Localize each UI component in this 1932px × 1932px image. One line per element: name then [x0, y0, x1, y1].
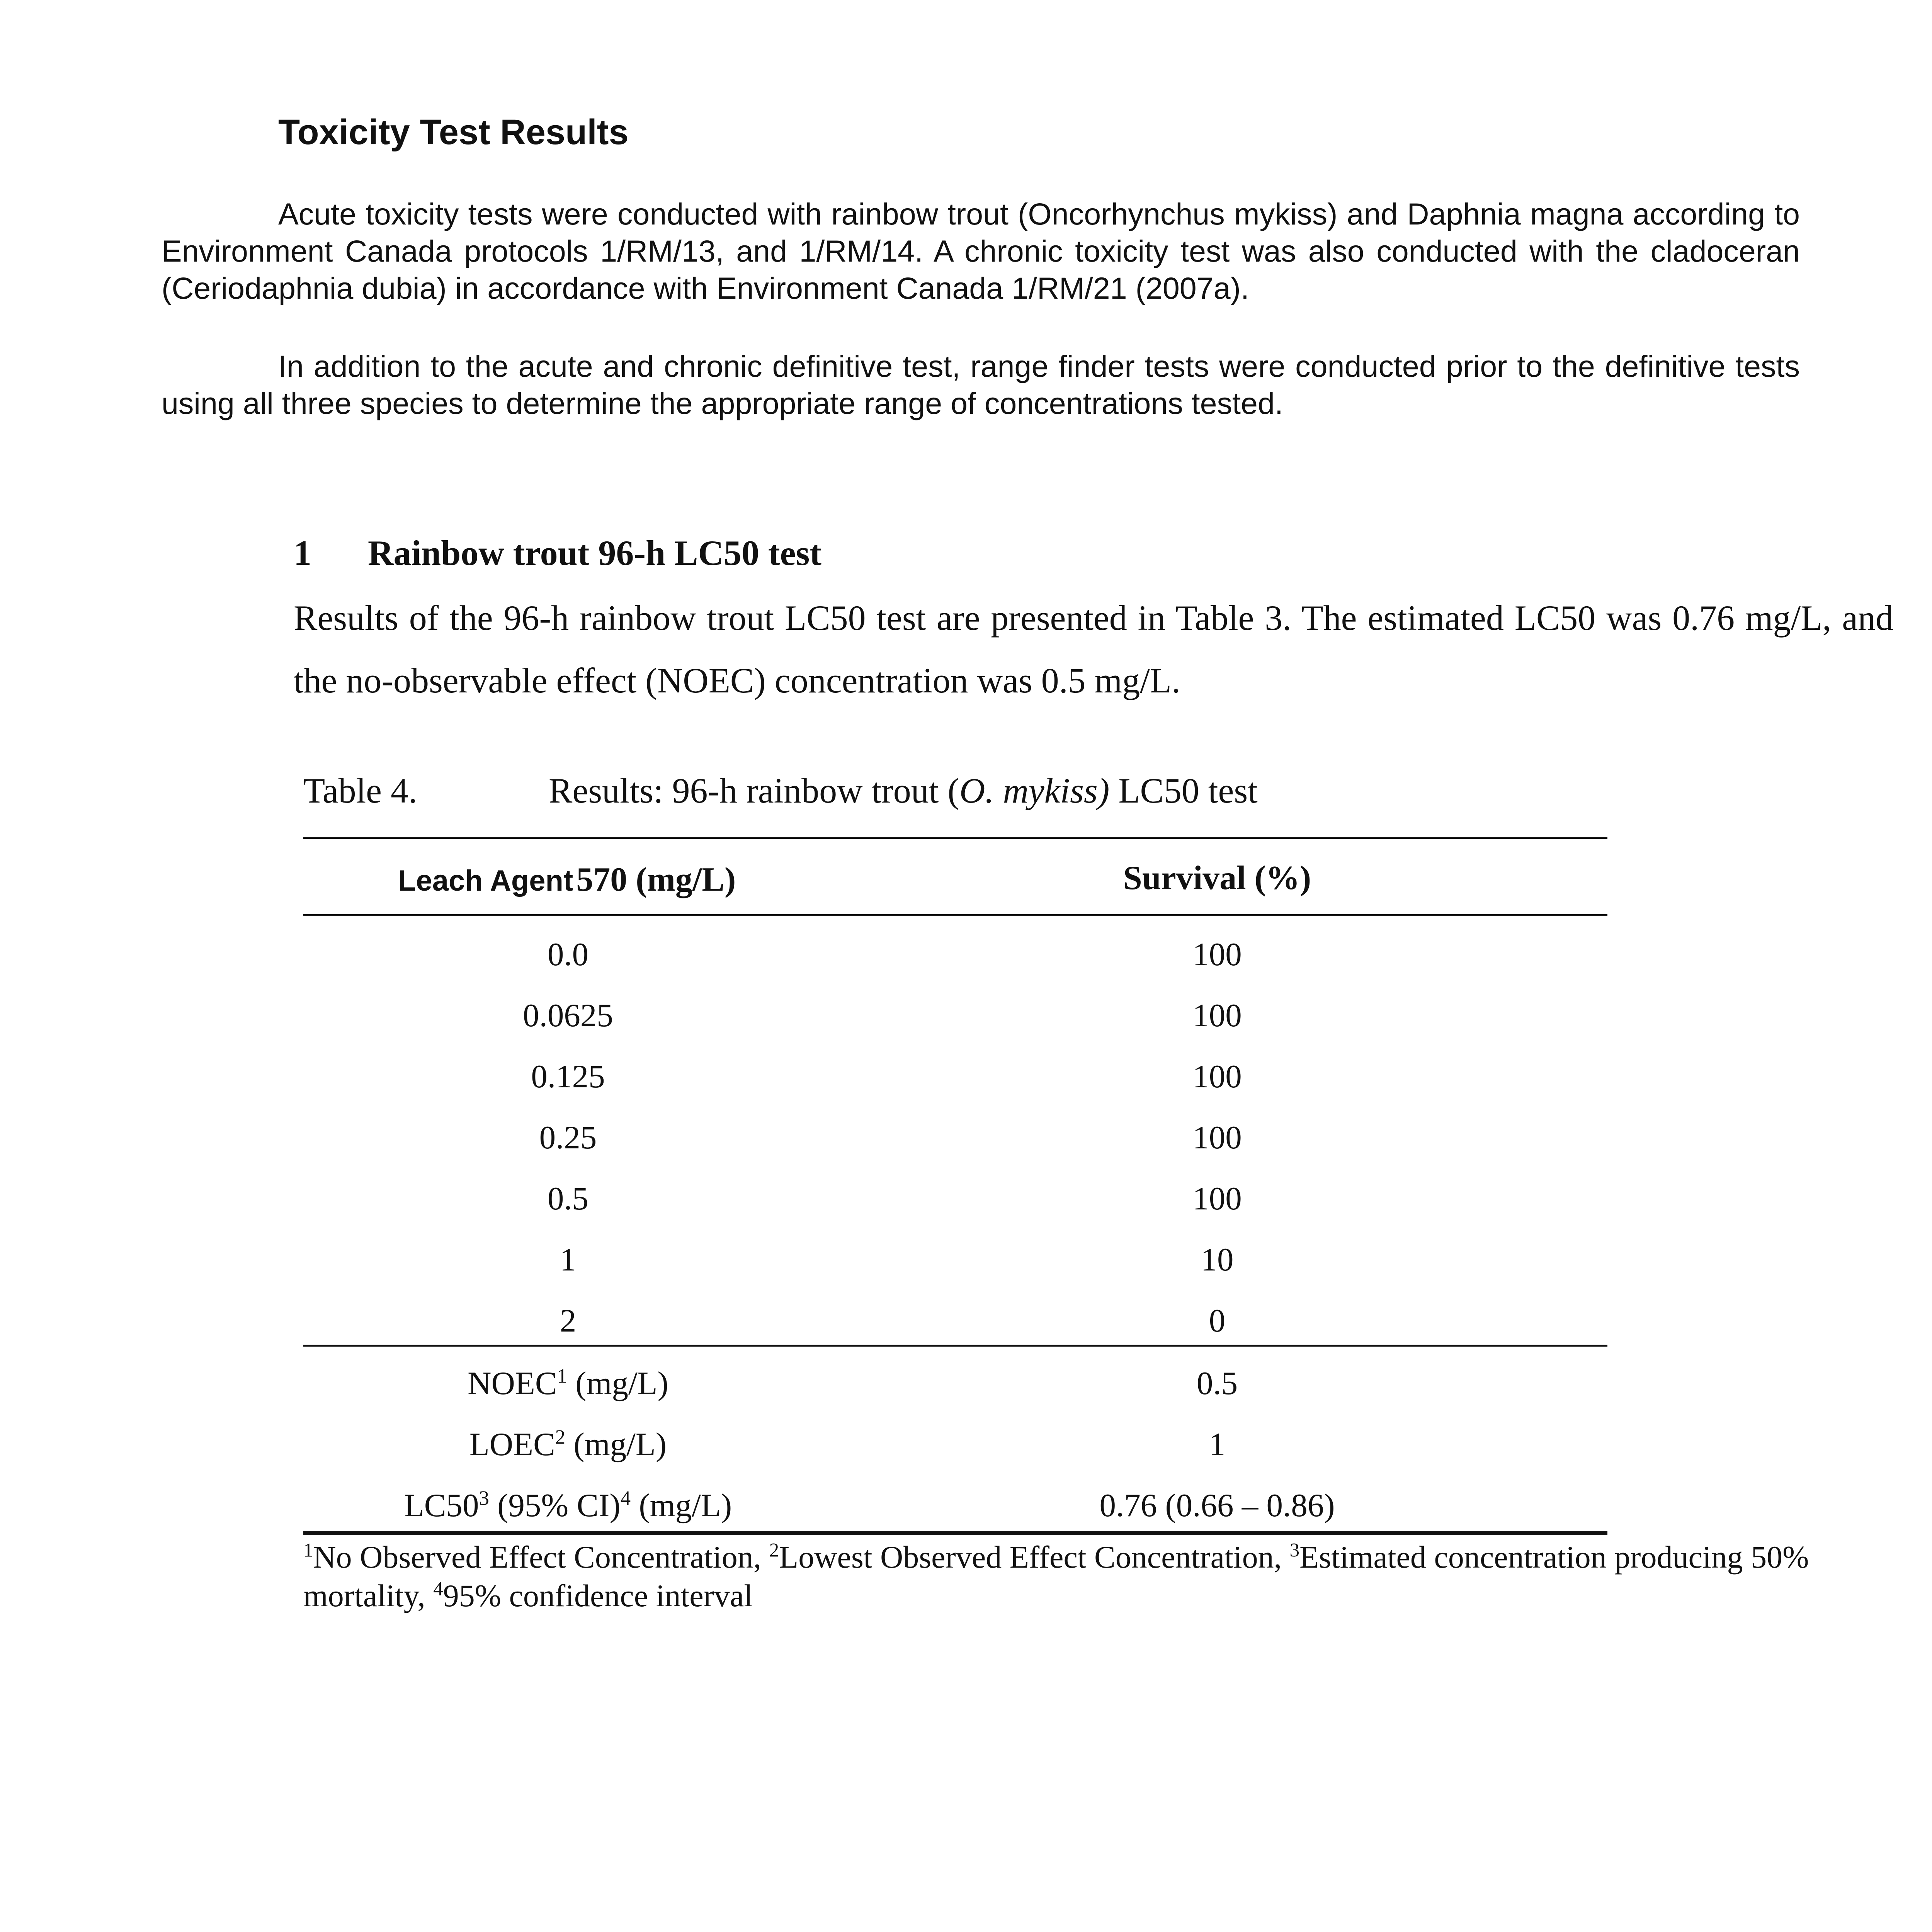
table-bottom-rule: [303, 1531, 1607, 1535]
noec-unit: (mg/L): [567, 1365, 668, 1401]
table-cell-survival: 100: [1192, 1058, 1242, 1095]
table-title-end: LC50 test: [1109, 771, 1258, 810]
intro-paragraph-range-finder: In addition to the acute and chronic definitive test, range finder tests were conducted prior to the definitive tests using all three species to determine the appropriate range of concentrations tested.: [162, 349, 1800, 420]
table-header-rule: [303, 914, 1607, 916]
footnote-text: No Observed Effect Concentration,: [313, 1539, 769, 1575]
table-cell-survival: 100: [1192, 1119, 1242, 1156]
summary-label-loec: [336, 1425, 800, 1464]
footnote-text: Lowest Observed Effect Concentration,: [779, 1539, 1290, 1575]
noec-footnote-marker: 1: [557, 1365, 567, 1388]
noec-label-text: NOEC: [468, 1365, 557, 1401]
summary-label-lc50: [336, 1486, 800, 1525]
lc50-unit: (mg/L): [631, 1487, 732, 1524]
table-title-species: O. mykiss): [959, 771, 1110, 810]
column-header-concentration-unit: 570 (mg/L): [576, 861, 736, 898]
footnote-text: 95% confidence interval: [443, 1578, 753, 1613]
table-footnote: [303, 1538, 1861, 1615]
subsection-number: 1: [294, 533, 311, 573]
lc50-ci-footnote-marker: 4: [620, 1487, 631, 1510]
loec-label-text: LOEC: [469, 1426, 555, 1463]
table-cell-survival: 100: [1192, 1180, 1242, 1217]
column-header-survival: Survival (%): [1123, 859, 1311, 897]
footnote-marker: 1: [303, 1539, 313, 1561]
table-cell-concentration: 2: [560, 1303, 577, 1339]
loec-unit: (mg/L): [565, 1426, 667, 1463]
table-cell-concentration: 0.125: [531, 1058, 605, 1095]
table-label: Table 4.: [303, 771, 418, 810]
table-cell-survival: 0: [1209, 1303, 1226, 1339]
table-cell-concentration: 0.25: [539, 1119, 597, 1156]
table-top-rule: [303, 837, 1607, 839]
table-cell-concentration: 0.0625: [523, 997, 613, 1034]
table-title: [549, 770, 1258, 811]
lc50-label-text: LC50: [404, 1487, 479, 1524]
table-cell-concentration: 0.5: [547, 1180, 589, 1217]
table-cell-survival: 100: [1192, 936, 1242, 973]
loec-footnote-marker: 2: [555, 1426, 566, 1449]
footnote-marker: 4: [433, 1578, 443, 1600]
table-cell-survival: 10: [1201, 1242, 1234, 1278]
footnote-marker: 3: [1289, 1539, 1299, 1561]
subsection-title: Rainbow trout 96-h LC50 test: [368, 533, 821, 573]
intro-paragraph-acute-chronic: Acute toxicity tests were conducted with rainbow trout (Oncorhynchus mykiss) and Daphnia magna according to Environment Canada protocols 1/RM/13, and 1/RM/14. A chronic toxicity test was also conducted with the cladoceran (Ceriodaphnia dubia) in accordance with Environment Canada 1/RM/21 (2007a).: [162, 197, 1800, 305]
summary-value-lc50: 0.76 (0.66 – 0.86): [1099, 1487, 1335, 1524]
subsection-paragraph: Results of the 96-h rainbow trout LC50 test are presented in Table 3. The estimated LC50 was 0.76 mg/L, and the no-observable effect (NOEC) concentration was 0.5 mg/L.: [294, 598, 1893, 700]
summary-value-noec: 0.5: [1196, 1365, 1238, 1401]
column-header-concentration: [398, 860, 736, 899]
summary-value-loec: 1: [1209, 1426, 1226, 1463]
column-header-concentration-agent: Leach Agent: [398, 864, 573, 897]
lc50-ci-text: (95% CI): [489, 1487, 621, 1524]
lc50-footnote-marker: 3: [479, 1487, 489, 1510]
table-cell-concentration: 1: [560, 1242, 577, 1278]
table-cell-concentration: 0.0: [547, 936, 589, 973]
table-cell-survival: 100: [1192, 997, 1242, 1034]
footnote-text: Estimated concentration producing 50% mortality,: [303, 1539, 1809, 1613]
footnote-marker: 2: [769, 1539, 779, 1561]
table-title-start: Results: 96-h rainbow trout (: [549, 771, 959, 810]
section-heading: Toxicity Test Results: [278, 112, 629, 152]
summary-label-noec: [336, 1364, 800, 1403]
table-summary-rule: [303, 1345, 1607, 1347]
